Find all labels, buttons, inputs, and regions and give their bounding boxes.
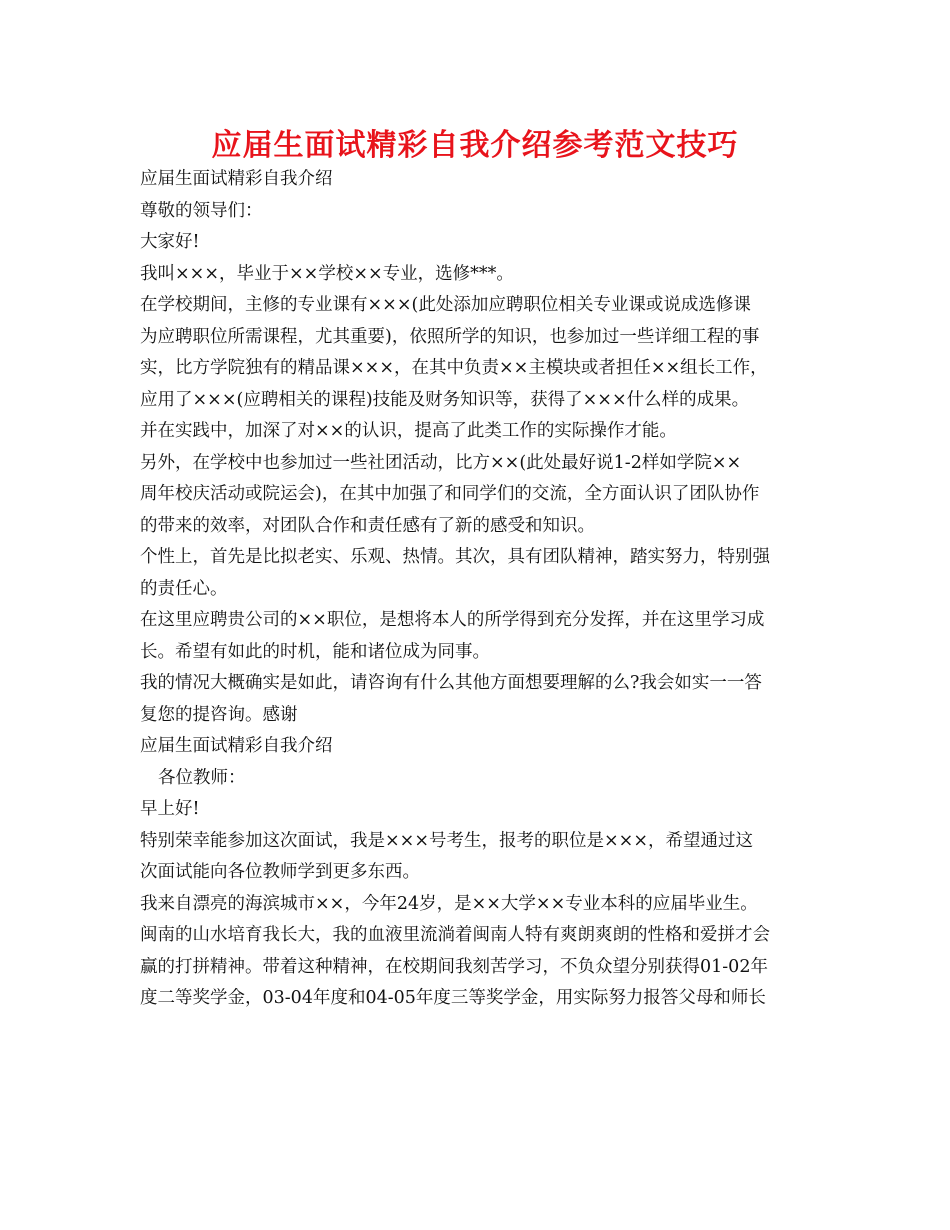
salutation: 尊敬的领导们： bbox=[140, 200, 263, 221]
paragraph-line: 的带来的效率，对团队合作和责任感有了新的感受和知识。 bbox=[140, 515, 595, 536]
paragraph-line: 复您的提咨询。感谢 bbox=[140, 704, 298, 725]
document-title: 应届生面试精彩自我介绍参考范文技巧 bbox=[211, 128, 739, 163]
paragraph-line: 应用了×××(应聘相关的课程)技能及财务知识等，获得了×××什么样的成果。 bbox=[140, 389, 750, 410]
paragraph-line: 在这里应聘贵公司的××职位，是想将本人的所学得到充分发挥，并在这里学习成 bbox=[140, 610, 765, 630]
paragraph-line: 另外，在学校中也参加过一些社团活动，比方××(此处最好说1-2样如学院×× bbox=[140, 452, 742, 473]
greeting: 早上好! bbox=[140, 799, 200, 819]
section-heading: 应届生面试精彩自我介绍 bbox=[140, 169, 333, 189]
paragraph-line: 闽南的山水培育我长大，我的血液里流淌着闽南人特有爽朗爽朗的性格和爱拼才会 bbox=[140, 925, 770, 945]
section-heading: 应届生面试精彩自我介绍 bbox=[140, 736, 333, 756]
paragraph-line: 周年校庆活动或院运会)，在其中加强了和同学们的交流，全方面认识了团队协作 bbox=[140, 484, 760, 504]
paragraph-line: 赢的打拼精神。带着这种精神，在校期间我刻苦学习，不负众望分别获得01-02年 bbox=[140, 956, 768, 977]
paragraph-line: 我来自漂亮的海滨城市××，今年24岁，是××大学××专业本科的应届毕业生。 bbox=[140, 893, 758, 914]
paragraph-line: 的责任心。 bbox=[140, 578, 228, 599]
paragraph-line: 并在实践中，加深了对××的认识，提高了此类工作的实际操作才能。 bbox=[140, 421, 677, 441]
paragraph-line: 在学校期间，主修的专业课有×××(此处添加应聘职位相关专业课或说成选修课 bbox=[140, 295, 751, 315]
greeting: 大家好! bbox=[140, 232, 200, 252]
paragraph-line: 个性上，首先是比拟老实、乐观、热情。其次，具有团队精神，踏实努力，特别强 bbox=[140, 547, 770, 567]
paragraph-line: 我的情况大概确实是如此，请咨询有什么其他方面想要理解的么?我会如实一一答 bbox=[140, 673, 762, 693]
paragraph-line: 次面试能向各位教师学到更多东西。 bbox=[140, 862, 420, 882]
paragraph-line: 特别荣幸能参加这次面试，我是×××号考生，报考的职位是×××，希望通过这 bbox=[140, 830, 753, 851]
document-body bbox=[140, 164, 830, 1015]
paragraph-line: 长。希望有如此的时机，能和诸位成为同事。 bbox=[140, 641, 490, 662]
paragraph-line: 为应聘职位所需课程，尤其重要)，依照所学的知识，也参加过一些详细工程的事 bbox=[140, 326, 760, 347]
salutation: 各位教师： bbox=[158, 767, 246, 788]
paragraph-line: 实，比方学院独有的精品课×××，在其中负责××主模块或者担任××组长工作， bbox=[140, 358, 768, 378]
paragraph-line: 度二等奖学金，03-04年度和04-05年度三等奖学金，用实际努力报答父母和师长 bbox=[140, 988, 766, 1008]
paragraph-line: 我叫×××，毕业于××学校××专业，选修***。 bbox=[140, 263, 514, 284]
